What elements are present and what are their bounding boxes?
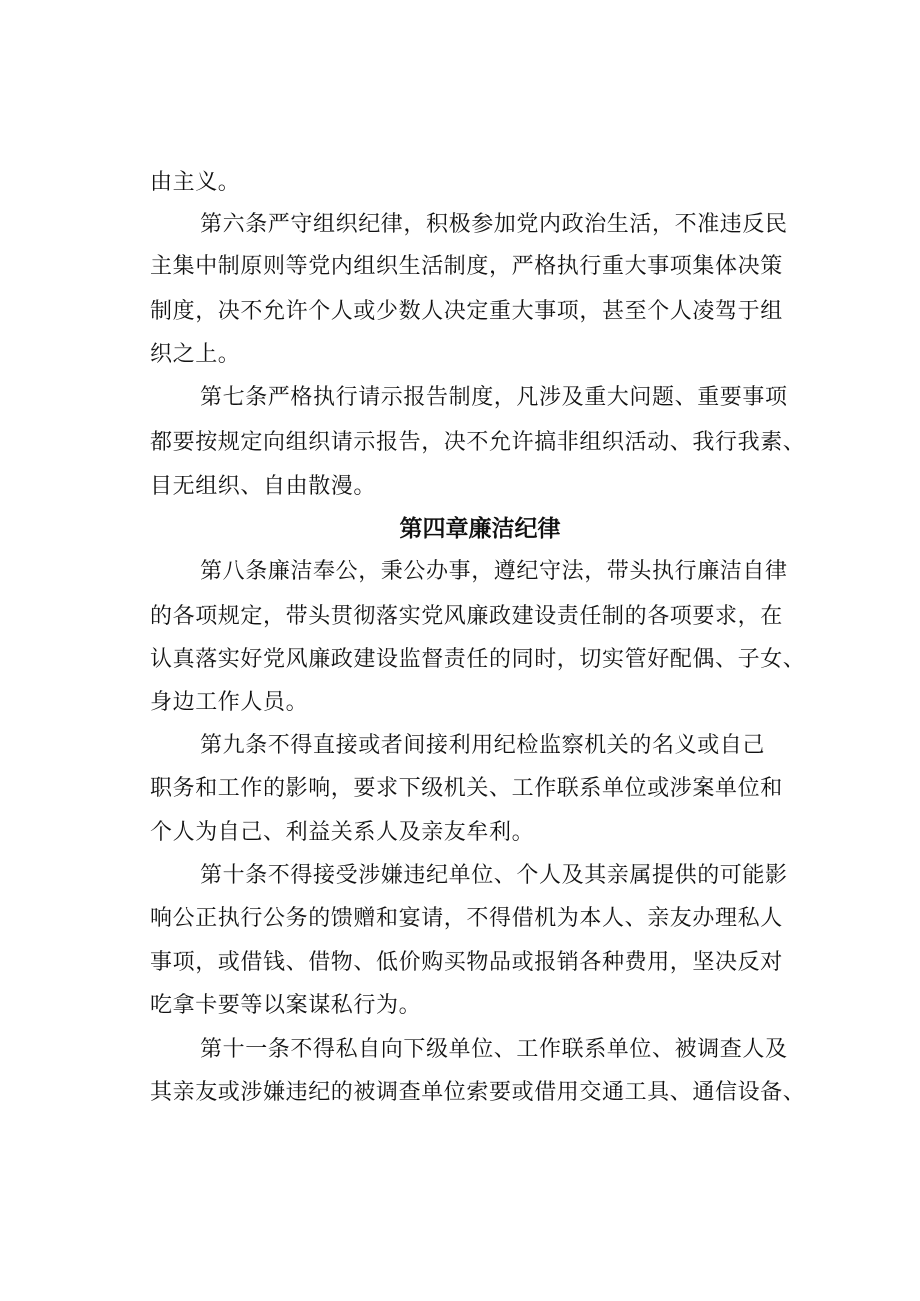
article-11-line: 其亲友或涉嫌违纪的被调查单位索要或借用交通工具、通信设备、 [150,1080,806,1105]
article-8-line: 身边工作人员。 [150,690,309,715]
article-9-line: 第九条不得直接或者间接利用纪检监察机关的名义或自己 [200,733,766,758]
article-9-line: 职务和工作的影响，要求下级机关、工作联系单位或涉案单位和 [150,776,783,801]
article-7-line: 都要按规定向组织请示报告，决不允许搞非组织活动、我行我素、 [150,430,806,455]
article-11-line: 第十一条不得私自向下级单位、工作联系单位、被调查人及 [200,1037,788,1062]
article-6-line: 织之上。 [150,342,241,367]
article-6-line: 第六条严守组织纪律，积极参加党内政治生活，不准违反民 [200,212,788,237]
article-6-line: 主集中制原则等党内组织生活制度，严格执行重大事项集体决策 [150,254,783,279]
article-7-line: 第七条严格执行请示报告制度，凡涉及重大问题、重要事项 [200,385,788,410]
article-10-line: 响公正执行公务的馈赠和宴请，不得借机为本人、亲友办理私人 [150,906,783,931]
article-10-line: 事项，或借钱、借物、低价购买物品或报销各种费用，坚决反对 [150,950,783,975]
article-7-line: 目无组织、自由散漫。 [150,474,377,499]
article-9-line: 个人为自己、利益关系人及亲友牟利。 [150,820,535,845]
article-10-line: 吃拿卡要等以案谋私行为。 [150,993,422,1018]
article-10-line: 第十条不得接受涉嫌违纪单位、个人及其亲属提供的可能影 [200,863,788,888]
article-8-line: 的各项规定，带头贯彻落实党风廉政建设责任制的各项要求，在 [150,604,783,629]
article-8-line: 认真落实好党风廉政建设监督责任的同时，切实管好配偶、子女、 [150,647,806,672]
article-6-line: 制度，决不允许个人或少数人决定重大事项，甚至个人凌驾于组 [150,299,783,324]
article-8-line: 第八条廉洁奉公，秉公办事，遵纪守法，带头执行廉洁自律 [200,559,788,584]
paragraph-line: 由主义。 [150,170,241,195]
chapter-heading: 第四章廉洁纪律 [399,516,561,542]
